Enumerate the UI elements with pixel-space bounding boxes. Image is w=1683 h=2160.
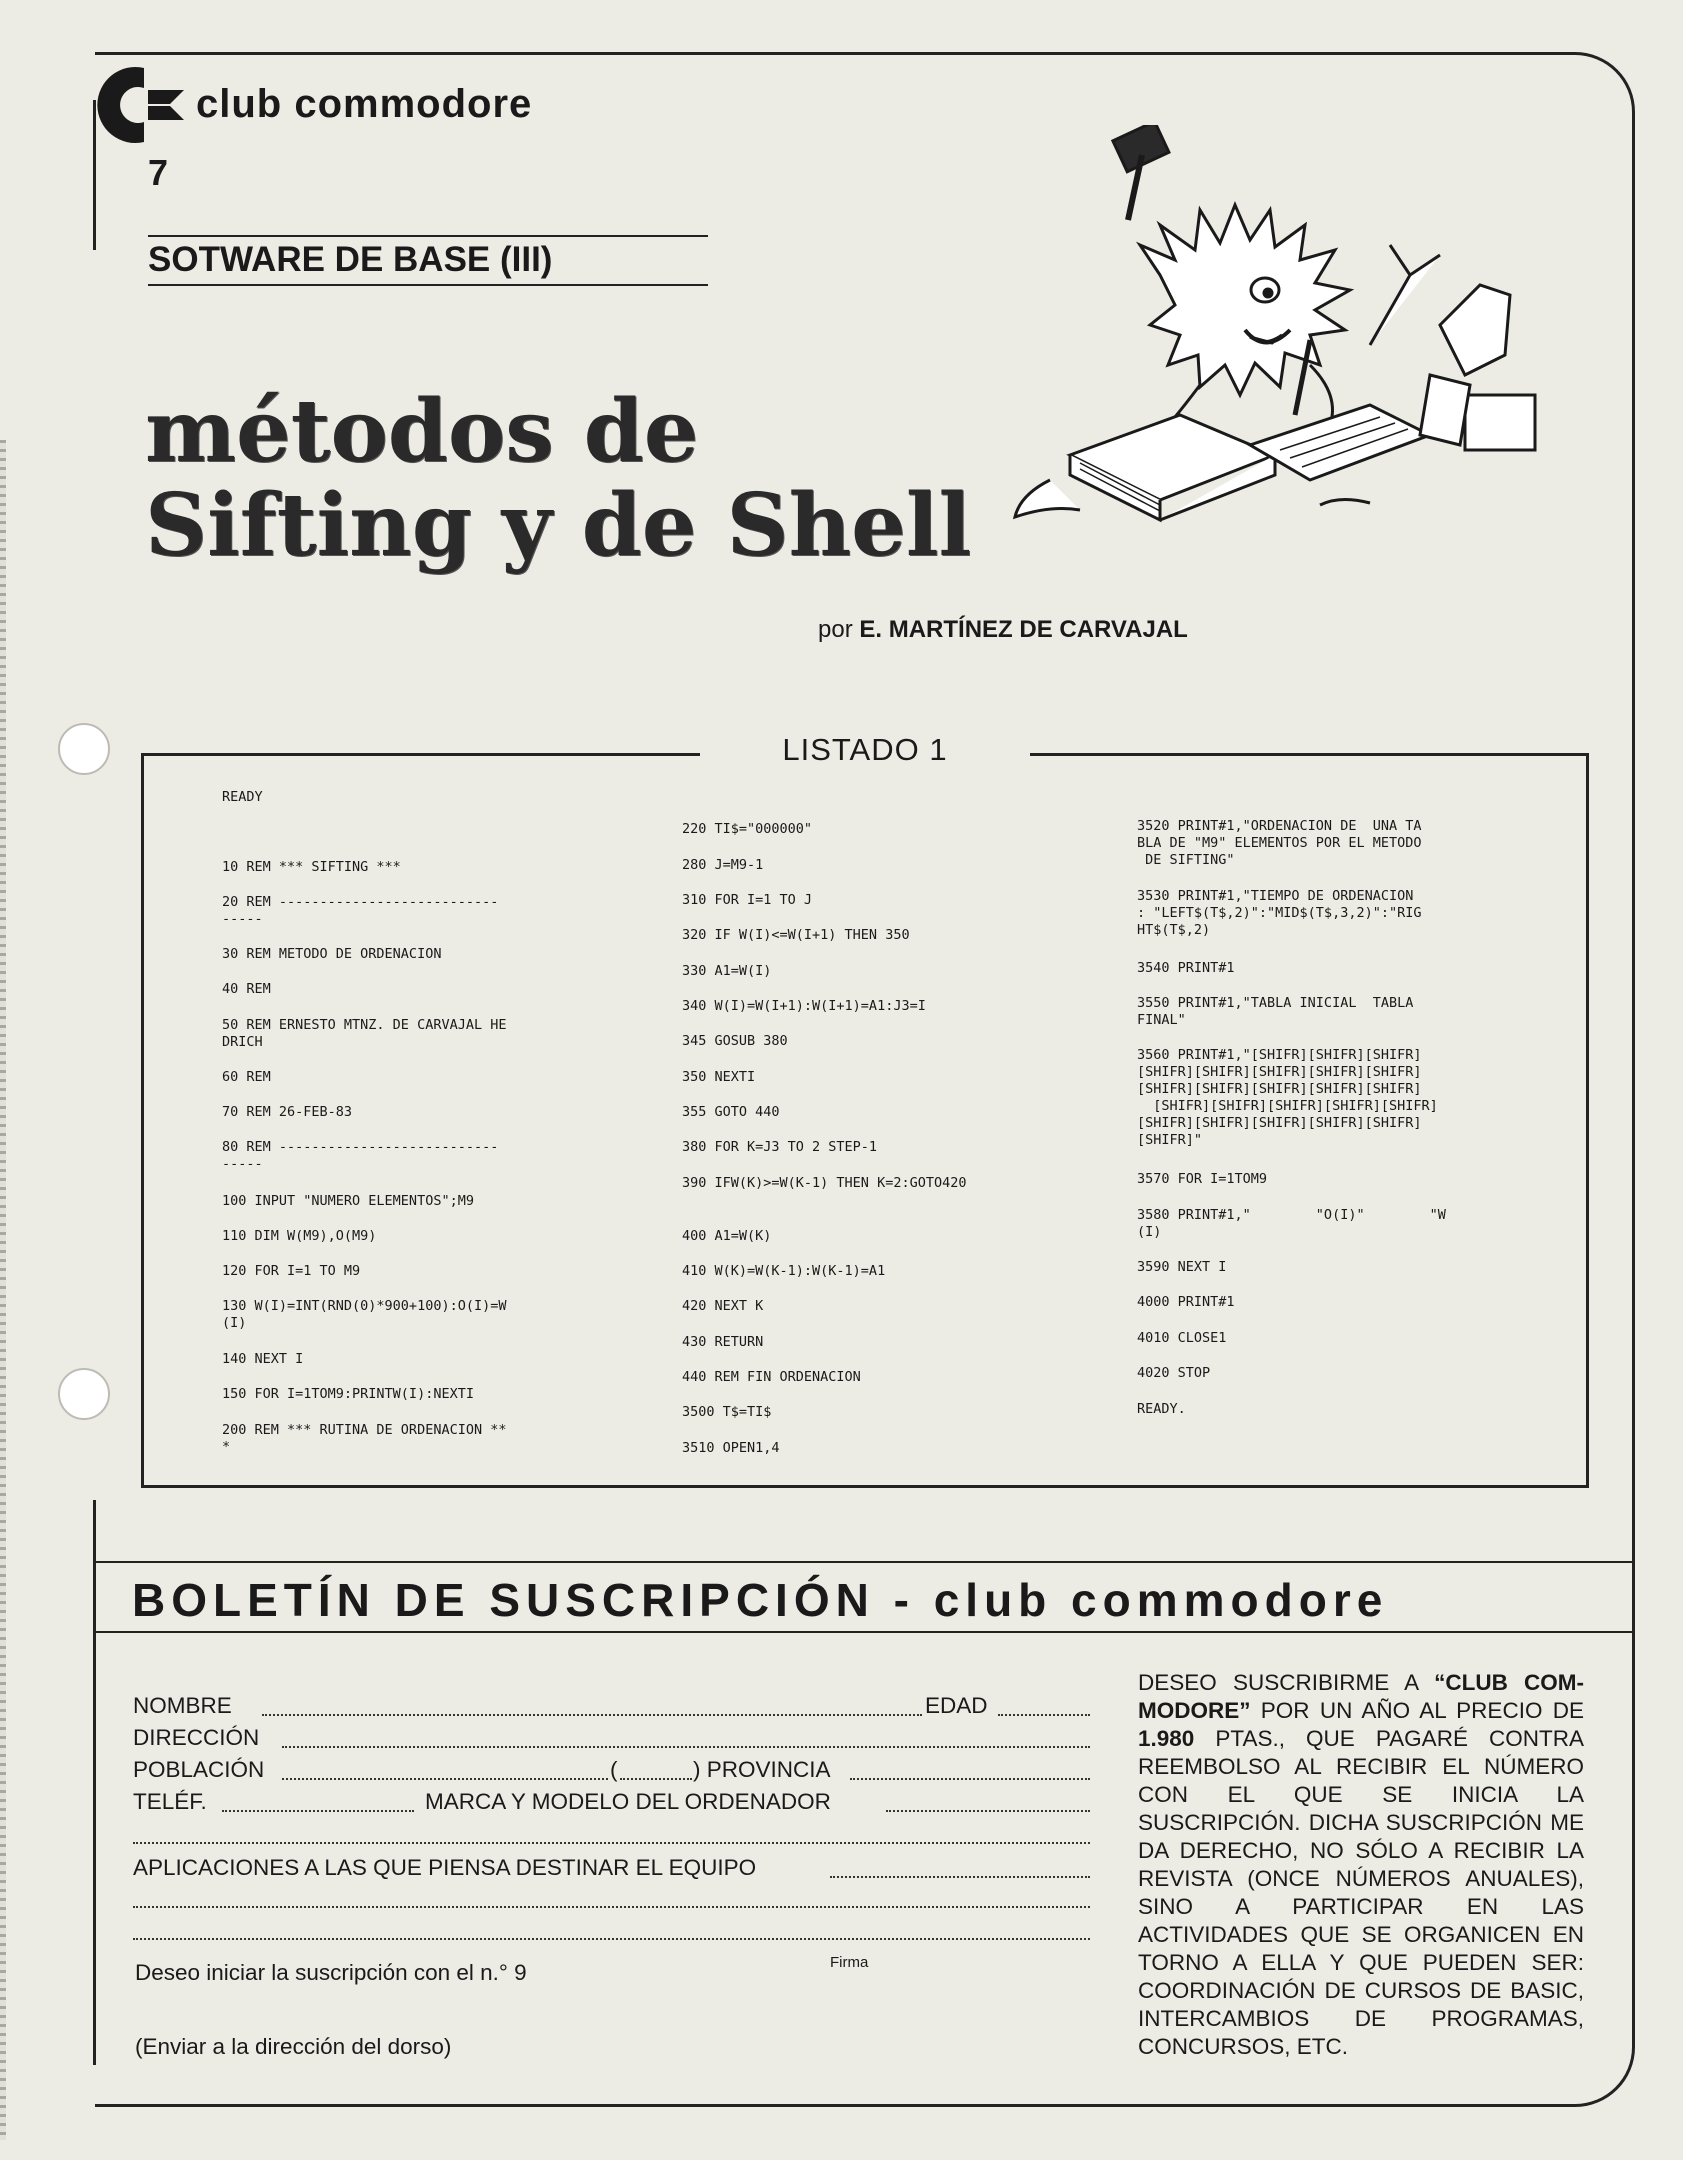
code-line: 70 REM 26-FEB-83 bbox=[222, 1104, 353, 1120]
paren-open: ( bbox=[610, 1757, 618, 1782]
poblacion-label: POBLACIÓN bbox=[133, 1757, 265, 1782]
provincia-field[interactable] bbox=[850, 1778, 1090, 1780]
code-line: [SHIFR][SHIFR][SHIFR][SHIFR][SHIFR] bbox=[1137, 1098, 1438, 1114]
code-line: 3580 PRINT#1," "O(I)" "W bbox=[1137, 1207, 1446, 1223]
code-line: * bbox=[222, 1439, 231, 1455]
frame-rule bbox=[93, 1500, 96, 2065]
iniciar-text: Deseo iniciar la suscripción con el n.° 9 bbox=[135, 1960, 527, 1985]
code-line: (I) bbox=[1137, 1224, 1162, 1240]
subscription-rule-bottom bbox=[93, 1631, 1633, 1633]
code-line: 4010 CLOSE1 bbox=[1137, 1330, 1227, 1346]
code-line: 400 A1=W(K) bbox=[682, 1228, 772, 1244]
code-line: 20 REM --------------------------- bbox=[222, 894, 499, 910]
code-line: [SHIFR][SHIFR][SHIFR][SHIFR][SHIFR] bbox=[1137, 1115, 1422, 1131]
byline bbox=[818, 616, 1188, 644]
code-line: [SHIFR][SHIFR][SHIFR][SHIFR][SHIFR] bbox=[1137, 1081, 1422, 1097]
section-rule-bottom bbox=[148, 284, 708, 286]
code-line: 340 W(I)=W(I+1):W(I+1)=A1:J3=I bbox=[682, 998, 926, 1014]
edad-field[interactable] bbox=[998, 1714, 1090, 1716]
code-line: READY. bbox=[1137, 1401, 1186, 1417]
aplicaciones-field-line-2[interactable] bbox=[133, 1906, 1090, 1908]
code-line: 320 IF W(I)<=W(I+1) THEN 350 bbox=[682, 927, 910, 943]
direccion-field[interactable] bbox=[282, 1746, 1090, 1748]
code-line: 4000 PRINT#1 bbox=[1137, 1294, 1235, 1310]
enviar-text: (Enviar a la dirección del dorso) bbox=[135, 2034, 452, 2059]
code-line: 40 REM bbox=[222, 981, 271, 997]
code-line: 50 REM ERNESTO MTNZ. DE CARVAJAL HE bbox=[222, 1017, 507, 1033]
aplicaciones-field-line-3[interactable] bbox=[133, 1938, 1090, 1940]
code-line: 3560 PRINT#1,"[SHIFR][SHIFR][SHIFR] bbox=[1137, 1047, 1422, 1063]
code-line: HT$(T$,2) bbox=[1137, 922, 1211, 938]
code-line: 330 A1=W(I) bbox=[682, 963, 772, 979]
code-line: 440 REM FIN ORDENACION bbox=[682, 1369, 861, 1385]
code-line: 120 FOR I=1 TO M9 bbox=[222, 1263, 361, 1279]
byline-author: E. MARTÍNEZ DE CARVAJAL bbox=[859, 616, 1188, 643]
listing-title: LISTADO 1 bbox=[700, 732, 1030, 768]
terms-price: 1.980 bbox=[1138, 1726, 1195, 1751]
code-line: FINAL" bbox=[1137, 1012, 1186, 1028]
code-line: ----- bbox=[222, 911, 263, 927]
commodore-logo-icon bbox=[92, 60, 192, 150]
firma-label: Firma bbox=[830, 1954, 869, 1971]
telef-label: TELÉF. bbox=[133, 1789, 207, 1814]
terms-body: PTAS., QUE PAGARÉ CONTRA REEMBOLSO AL RECIBIR EL NÚMERO CON EL QUE SE INICIA LA SUSCRIPCIÓN. DICHA SUSCRIPCIÓN ME DA DERECHO, NO SÓLO A RECIBIR LA REVISTA (ONCE NÚMEROS ANUALES), SINO A PARTICIPAR EN LAS ACTIVIDADES QUE SE ORGANICEN EN TORNO A ELLA Y QUE PUEDEN SER: COORDINACIÓN DE CURSOS DE BASIC, INTERCAMBIOS DE PROGRAMAS, CONCURSOS, ETC. bbox=[1138, 1726, 1584, 2059]
code-line: 30 REM METODO DE ORDENACION bbox=[222, 946, 442, 962]
code-line: 10 REM *** SIFTING *** bbox=[222, 859, 401, 875]
title-line-1: métodos de bbox=[145, 381, 699, 482]
article-title bbox=[145, 381, 972, 576]
code-line: 430 RETURN bbox=[682, 1334, 764, 1350]
marca-field[interactable] bbox=[886, 1810, 1090, 1812]
edad-label: EDAD bbox=[925, 1693, 988, 1718]
code-line: DRICH bbox=[222, 1034, 263, 1050]
nombre-field[interactable] bbox=[262, 1714, 922, 1716]
code-line: 3540 PRINT#1 bbox=[1137, 960, 1235, 976]
subscription-terms bbox=[1138, 1669, 1584, 2061]
code-line: 3520 PRINT#1,"ORDENACION DE UNA TA bbox=[1137, 818, 1422, 834]
code-line: BLA DE "M9" ELEMENTOS POR EL METODO bbox=[1137, 835, 1422, 851]
terms-club-name: “CLUB COM-MODORE” bbox=[1138, 1670, 1584, 1723]
provincia-label: ) PROVINCIA bbox=[693, 1757, 831, 1782]
issue-number: 7 bbox=[148, 152, 169, 193]
code-line: 150 FOR I=1TOM9:PRINTW(I):NEXTI bbox=[222, 1386, 474, 1402]
code-line: 420 NEXT K bbox=[682, 1298, 764, 1314]
byline-prefix: por bbox=[818, 616, 853, 643]
code-line: 350 NEXTI bbox=[682, 1069, 756, 1085]
code-line: 140 NEXT I bbox=[222, 1351, 304, 1367]
subscription-title: BOLETÍN DE SUSCRIPCIÓN - club commodore bbox=[132, 1574, 1389, 1626]
section-title: SOTWARE DE BASE (III) bbox=[148, 240, 553, 279]
direccion-label: DIRECCIÓN bbox=[133, 1725, 260, 1750]
code-line: READY bbox=[222, 789, 263, 805]
section-rule-top bbox=[148, 235, 708, 237]
aplicaciones-label: APLICACIONES A LAS QUE PIENSA DESTINAR EL EQUIPO bbox=[133, 1855, 757, 1880]
code-line: 3530 PRINT#1,"TIEMPO DE ORDENACION bbox=[1137, 888, 1414, 904]
poblacion-field[interactable] bbox=[282, 1778, 608, 1780]
code-line: DE SIFTING" bbox=[1137, 852, 1235, 868]
code-line: 310 FOR I=1 TO J bbox=[682, 892, 813, 908]
code-line: 3590 NEXT I bbox=[1137, 1259, 1227, 1275]
code-line: 130 W(I)=INT(RND(0)*900+100):O(I)=W bbox=[222, 1298, 507, 1314]
code-line: 3570 FOR I=1TOM9 bbox=[1137, 1171, 1268, 1187]
code-line: 3500 T$=TI$ bbox=[682, 1404, 772, 1420]
code-line: 390 IFW(K)>=W(K-1) THEN K=2:GOTO420 bbox=[682, 1175, 967, 1191]
nombre-label: NOMBRE bbox=[133, 1693, 232, 1718]
hedgehog-cartoon-illustration bbox=[1010, 125, 1570, 535]
code-line: 110 DIM W(M9),O(M9) bbox=[222, 1228, 377, 1244]
code-line: 100 INPUT "NUMERO ELEMENTOS";M9 bbox=[222, 1193, 474, 1209]
title-line-2: Sifting y de Shell bbox=[145, 475, 972, 576]
code-line: 355 GOTO 440 bbox=[682, 1104, 780, 1120]
code-line: 220 TI$="000000" bbox=[682, 821, 813, 837]
terms-price-intro: POR UN AÑO AL PRECIO DE bbox=[1250, 1698, 1584, 1723]
code-line: 200 REM *** RUTINA DE ORDENACION ** bbox=[222, 1422, 507, 1438]
code-line: 60 REM bbox=[222, 1069, 271, 1085]
code-line: 3510 OPEN1,4 bbox=[682, 1440, 780, 1456]
brand-name: club commodore bbox=[196, 82, 533, 126]
marca-field-continued[interactable] bbox=[133, 1842, 1090, 1844]
code-line: 410 W(K)=W(K-1):W(K-1)=A1 bbox=[682, 1263, 886, 1279]
subscription-rule-top bbox=[93, 1561, 1633, 1563]
code-line: [SHIFR][SHIFR][SHIFR][SHIFR][SHIFR] bbox=[1137, 1064, 1422, 1080]
code-line: [SHIFR]" bbox=[1137, 1132, 1203, 1148]
code-line: 380 FOR K=J3 TO 2 STEP-1 bbox=[682, 1139, 878, 1155]
marca-label: MARCA Y MODELO DEL ORDENADOR bbox=[425, 1789, 831, 1814]
code-line: 80 REM --------------------------- bbox=[222, 1139, 499, 1155]
code-line: ----- bbox=[222, 1156, 263, 1172]
aplicaciones-field[interactable] bbox=[830, 1876, 1090, 1878]
code-line: 280 J=M9-1 bbox=[682, 857, 764, 873]
codigo-field[interactable] bbox=[620, 1778, 692, 1780]
code-line: 4020 STOP bbox=[1137, 1365, 1211, 1381]
binding-edge bbox=[0, 440, 6, 2140]
terms-intro: DESEO SUSCRIBIRME A bbox=[1138, 1670, 1435, 1695]
code-line: 345 GOSUB 380 bbox=[682, 1033, 788, 1049]
code-line: : "LEFT$(T$,2)":"MID$(T$,3,2)":"RIG bbox=[1137, 905, 1422, 921]
telef-field[interactable] bbox=[222, 1810, 414, 1812]
code-line: 3550 PRINT#1,"TABLA INICIAL TABLA bbox=[1137, 995, 1414, 1011]
code-line: (I) bbox=[222, 1315, 247, 1331]
